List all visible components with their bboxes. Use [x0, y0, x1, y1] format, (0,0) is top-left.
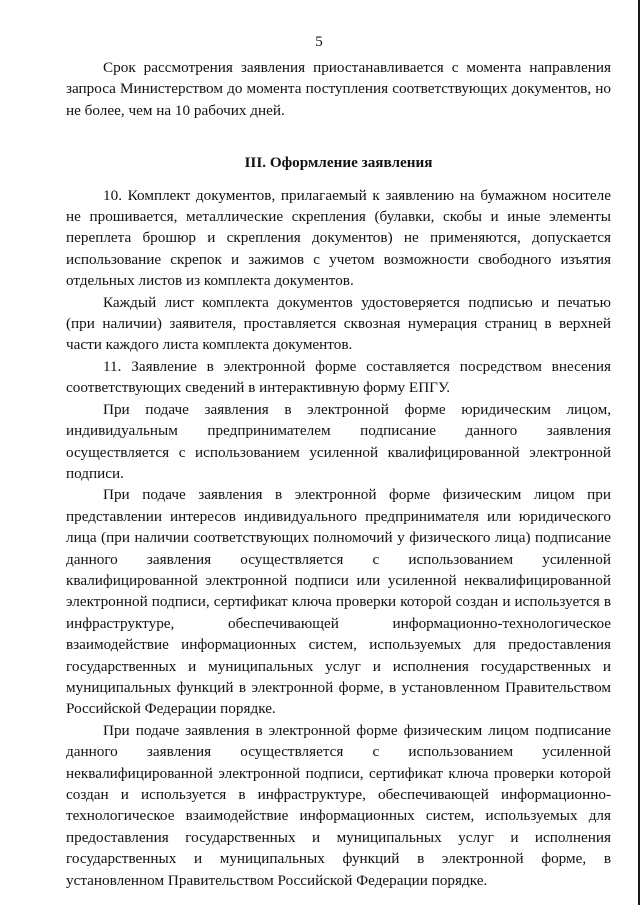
paragraph-legal-entity-signature: При подаче заявления в электронной форме юридическим лицом, индивидуальным предпринимателем подписание данного заявления осуществляется с использованием усиленной квалифицированной электронной подписи. [66, 400, 611, 482]
paragraph-sheet-signature: Каждый лист комплекта документов удостоверяется подписью и печатью (при наличии) заявителя, проставляется сквозная нумерация страниц в верхней части каждого листа комплекта документов. [66, 293, 611, 354]
paragraph-representative-signature: При подаче заявления в электронной форме физическим лицом при представлении интересов индивидуального предпринимателя или юридического лица (при наличии соответствующих полномочий у физического лица) подписание данного заявления осуществляется с использованием усиленной квалифицированной электронной подписи или усиленной неквалифицированной электронной подписи, сертификат ключа проверки которой создан и используется в инфраструктуре, обеспечивающей информационно-технологическое взаимодействие информационных систем, используемых для предоставления государственных и муниципальных услуг и исполнения государственных и муниципальных функций в электронной форме, в установленном Правительством Российской Федерации порядке. [66, 486, 611, 718]
paragraph-item-10: 10. Комплект документов, прилагаемый к заявлению на бумажном носителе не прошивается, металлические скрепления (булавки, скобы и иные элементы переплета брошюр и скрепления документов) не применяются, допускается использование скрепок и зажимов с учетом возможности свободного изъятия отдельных листов из комплекта документов. [66, 186, 611, 290]
paragraph-item-11: 11. Заявление в электронной форме составляется посредством внесения соответствующих сведений в интерактивную форму ЕПГУ. [66, 357, 611, 397]
document-body [66, 57, 611, 891]
section-title: III. Оформление заявления [244, 154, 433, 172]
page-number: 5 [315, 34, 323, 50]
paragraph-review-period: Срок рассмотрения заявления приостанавливается с момента направления запроса Министерством до момента поступления соответствующих документов, но не более, чем на 10 рабочих дней. [66, 59, 611, 119]
paragraph-individual-signature: При подаче заявления в электронной форме физическим лицом подписание данного заявления осуществляется с использованием усиленной неквалифицированной электронной подписи, сертификат ключа проверки которой создан и используется в инфраструктуре, обеспечивающей информационно-технологическое взаимодействие информационных систем, используемых для предоставления государственных и муниципальных услуг и исполнения государственных и муниципальных функций в электронной форме, в установленном Правительством Российской Федерации порядке. [66, 721, 611, 889]
